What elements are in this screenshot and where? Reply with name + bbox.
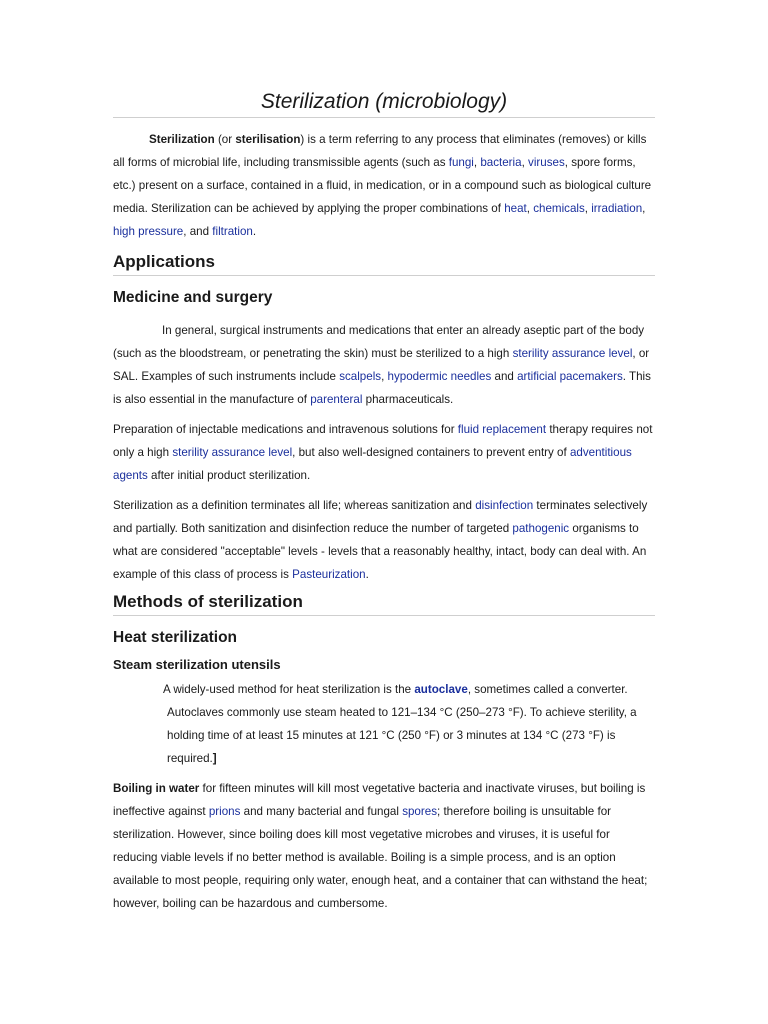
text-run: for fifteen minutes will kill most vegetative bacteria and inactivate viruses, but boiling is ineffective against — [113, 782, 646, 818]
text-run: therapy requires not only a high — [113, 423, 653, 459]
heading-applications: Applications — [113, 252, 655, 276]
link-pasteurization[interactable]: Pasteurization — [292, 568, 366, 581]
text-run: , or SAL. Examples of such instruments include — [113, 347, 650, 383]
link-high-pressure[interactable]: high pressure — [113, 225, 184, 238]
text-run: organisms to what are considered "acceptable" levels - levels that a reasonably healthy, intact, body can deal with. An example of this class of process is — [113, 522, 647, 581]
link-filtration[interactable]: filtration — [212, 225, 253, 238]
paragraph-injectables — [113, 418, 655, 487]
link-autoclave[interactable]: autoclave — [414, 683, 468, 696]
text-run: , — [381, 370, 388, 383]
link-sterility-assurance-level[interactable]: sterility assurance level — [512, 347, 633, 360]
link-chemicals[interactable]: chemicals — [533, 202, 585, 215]
text-run: Autoclaves commonly use steam heated to 121–134 °C (250–273 °F). To achieve sterility, a holding time of at least 15 minutes at 121 °C (250 °F) or 3 minutes at 134 °C (273 °F) is required. — [167, 706, 637, 765]
text-run: , but also well-designed containers to prevent entry of — [292, 446, 570, 459]
text-run: Preparation of injectable medications and intravenous solutions for — [113, 423, 458, 436]
text-run: , — [521, 156, 529, 169]
link-fluid-replacement[interactable]: fluid replacement — [457, 423, 547, 436]
text-run: (or — [214, 133, 236, 146]
term-sterilization: Sterilization — [149, 133, 215, 146]
heading-methods-of-sterilization: Methods of sterilization — [113, 592, 655, 616]
text-run: after initial product sterilization. — [147, 469, 311, 482]
paragraph-autoclave-details — [113, 701, 655, 770]
document-page — [113, 0, 655, 915]
link-viruses[interactable]: viruses — [528, 156, 565, 169]
text-run: ) is a term referring to any process that eliminates (removes) or kills all forms of microbial life, including transmissible agents (such as — [113, 133, 647, 169]
heading-medicine-and-surgery: Medicine and surgery — [113, 289, 273, 306]
link-scalpels[interactable]: scalpels — [339, 370, 382, 383]
intro-paragraph — [113, 128, 655, 243]
link-fungi[interactable]: fungi — [448, 156, 474, 169]
term-boiling-in-water: Boiling in water — [113, 782, 200, 795]
link-hypodermic-needles[interactable]: hypodermic needles — [387, 370, 492, 383]
page-title: Sterilization (microbiology) — [113, 0, 655, 118]
term-sterilisation: sterilisation — [235, 133, 301, 146]
link-sterility-assurance-level-2[interactable]: sterility assurance level — [172, 446, 293, 459]
citation-bracket: ] — [212, 752, 217, 765]
text-run: , — [526, 202, 534, 215]
text-run: , and — [183, 225, 213, 238]
text-run: ; therefore boiling is unsuitable for sterilization. However, since boiling does kill most vegetative microbes and viruses, it is useful for reducing viable levels if no better method is available. Boiling is a simple process, and is an option available to most people, requiring only water, enough heat, and a container that can withstand the heat; however, boiling can be hazardous and cumbersome. — [113, 805, 648, 910]
text-run: In general, surgical instruments and medications that enter an already aseptic part of the body (such as the bloodstream, or penetrating the skin) must be sterilized to a high — [113, 324, 645, 360]
text-run: and — [491, 370, 518, 383]
text-run: Sterilization as a definition terminates all life; whereas sanitization and — [113, 499, 476, 512]
paragraph-medicine — [113, 319, 655, 411]
text-run: , — [473, 156, 481, 169]
heading-steam-sterilization-utensils: Steam sterilization utensils — [113, 657, 281, 672]
link-pathogenic[interactable]: pathogenic — [512, 522, 570, 535]
text-run: A widely-used method for heat sterilization is the — [163, 683, 415, 696]
text-run: pharmaceuticals. — [362, 393, 454, 406]
link-artificial-pacemakers[interactable]: artificial pacemakers — [517, 370, 623, 383]
link-parenteral[interactable]: parenteral — [310, 393, 363, 406]
heading-heat-sterilization: Heat sterilization — [113, 629, 238, 646]
link-adventitious-agents[interactable]: adventitious agents — [113, 446, 632, 482]
text-run: and many bacterial and fungal — [240, 805, 403, 818]
text-run: . This is also essential in the manufacture of — [113, 370, 651, 406]
link-spores[interactable]: spores — [402, 805, 437, 818]
text-run: . — [252, 225, 257, 238]
link-bacteria[interactable]: bacteria — [480, 156, 522, 169]
text-run: , — [642, 202, 646, 215]
link-disinfection[interactable]: disinfection — [475, 499, 534, 512]
link-irradiation[interactable]: irradiation — [591, 202, 643, 215]
text-run: , — [584, 202, 592, 215]
text-run: , sometimes called a converter. — [467, 683, 628, 696]
link-prions[interactable]: prions — [208, 805, 241, 818]
paragraph-boiling — [113, 777, 655, 915]
paragraph-autoclave-intro — [113, 678, 655, 701]
link-heat[interactable]: heat — [504, 202, 527, 215]
text-run: terminates selectively and partially. Both sanitization and disinfection reduce the number of targeted — [113, 499, 648, 535]
paragraph-sanitization — [113, 494, 655, 586]
text-run: . — [365, 568, 369, 581]
text-run: , spore forms, etc.) present on a surface, contained in a fluid, in medication, or in a compound such as biological culture media. Sterilization can be achieved by applying the proper combinations of — [113, 156, 652, 215]
